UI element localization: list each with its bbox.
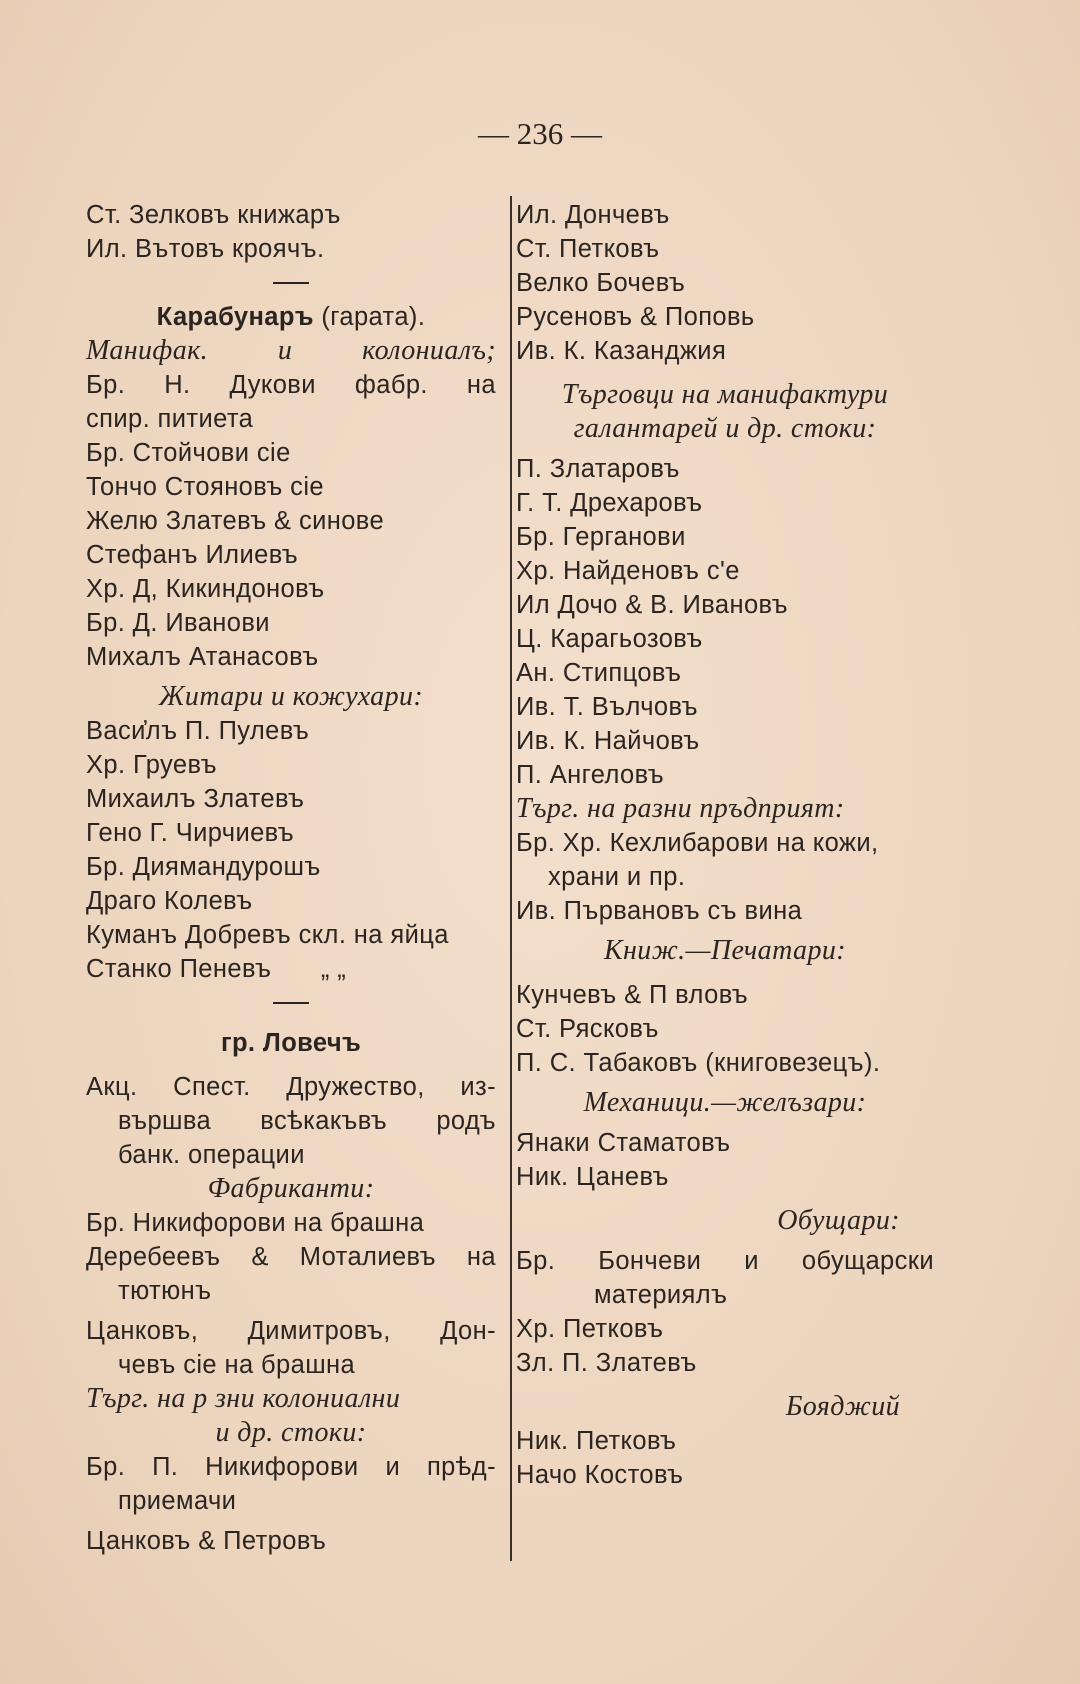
entry: Хр. Груевъ: [86, 751, 217, 779]
entry: Тончо Стояновъ сіе: [86, 473, 324, 501]
category-heading: Търг. на р зни колониални: [86, 1383, 401, 1414]
word: Бр.: [516, 1247, 556, 1275]
word: Цанковъ,: [86, 1317, 199, 1345]
entry: Велко Бочевъ: [516, 269, 686, 297]
word: &: [251, 1243, 269, 1271]
town-note: (гарата).: [321, 303, 426, 331]
word: Н.: [164, 371, 191, 399]
entry-continuation: [86, 1104, 496, 1138]
word: Дон-: [440, 1317, 496, 1345]
entry: Ив. К. Казанджия: [516, 337, 727, 365]
entry: Васи҆лъ П. Пулевъ: [86, 717, 310, 745]
word: Димитровъ,: [247, 1317, 391, 1345]
word: П.: [152, 1453, 179, 1481]
entry: Ив. Първановъ съ вина: [516, 897, 803, 925]
entry: [86, 1240, 496, 1274]
entry: [86, 1450, 496, 1484]
entry: [516, 1244, 934, 1278]
entry: Гено Г. Чирчиевъ: [86, 819, 295, 847]
word: и: [744, 1247, 759, 1275]
word: Бр.: [86, 1453, 126, 1481]
entry: Цанковъ & Петровъ: [86, 1527, 327, 1555]
entry: Ил Дочо & В. Ивановъ: [516, 591, 788, 619]
entry: Хр. Д, Кикиндоновъ: [86, 575, 325, 603]
entry: Русеновъ & Поповь: [516, 303, 755, 331]
entry: Ник. Цаневъ: [516, 1163, 669, 1191]
word: прѣд-: [426, 1453, 496, 1481]
entry-continuation: приемачи: [118, 1487, 237, 1515]
entry: Бр. Стойчови сіе: [86, 439, 291, 467]
entry: Бр. Диямандурошъ: [86, 853, 321, 881]
entry: Бр. Д. Иванови: [86, 609, 270, 637]
entry: Михаилъ Златевъ: [86, 785, 305, 813]
entry: Бр. Никифорови на брашна: [86, 1209, 425, 1237]
entry-name: Станко Пеневъ: [86, 955, 272, 983]
entry: Ц. Карагьозовъ: [516, 625, 703, 653]
word: Манифак.: [86, 335, 208, 366]
column-divider: [510, 196, 512, 1561]
entry: Ст. Рясковъ: [516, 1015, 659, 1043]
entry: [86, 1070, 496, 1104]
entry: Кунчевъ & П вловъ: [516, 981, 749, 1009]
category-heading: Бояджий: [785, 1391, 900, 1422]
word: фабр.: [354, 371, 428, 399]
word: Дукови: [229, 371, 316, 399]
word: колониалъ;: [362, 335, 496, 366]
category-heading: Фабриканти:: [207, 1173, 375, 1204]
category-heading: Механици.—желъзари:: [583, 1087, 867, 1118]
word: Никифорови: [205, 1453, 359, 1481]
entry: Ив. Т. Вълчовъ: [516, 693, 698, 721]
category-heading: галантарей и др. стоки:: [573, 413, 877, 444]
entry-continuation: тютюнъ: [118, 1277, 212, 1305]
entry: П. С. Табаковъ (книговезецъ).: [516, 1049, 881, 1077]
entry: [86, 1314, 496, 1348]
word: Моталиевъ: [299, 1243, 436, 1271]
left-column: [86, 198, 496, 1558]
category-heading: Търг. на разни пръдприят:: [516, 793, 845, 824]
section-heading-lovech: гр. Ловечъ: [220, 1029, 362, 1057]
word: вършва: [118, 1107, 212, 1135]
entry: Стефанъ Илиевъ: [86, 541, 299, 569]
entry-continuation: банк. операции: [118, 1141, 305, 1169]
entry: Зл. П. Златевъ: [516, 1349, 697, 1377]
entry-continuation: чевъ сіе на брашна: [118, 1351, 356, 1379]
entry: Драго Колевъ: [86, 887, 253, 915]
entry: Бр. Герганови: [516, 523, 686, 551]
entry: П. Ангеловъ: [516, 761, 665, 789]
word: на: [466, 371, 496, 399]
entry: Ст. Петковъ: [516, 235, 660, 263]
word: из-: [460, 1073, 496, 1101]
section-separator: [86, 266, 496, 300]
page-number: — 236 —: [478, 116, 602, 151]
entry: Начо Костовъ: [516, 1461, 684, 1489]
word: Спест.: [173, 1073, 251, 1101]
ditto-marks: „ „: [320, 955, 347, 983]
category-heading: и др. стоки:: [215, 1417, 367, 1448]
word: всѣкакъвъ: [260, 1107, 388, 1135]
entry-continuation: материялъ: [594, 1281, 728, 1309]
word: родъ: [436, 1107, 496, 1135]
entry: Хр. Петковъ: [516, 1315, 664, 1343]
entry: [86, 368, 496, 402]
entry: Михалъ Атанасовъ: [86, 643, 319, 671]
section-separator: [86, 986, 496, 1020]
entry: Г. Т. Дрехаровъ: [516, 489, 703, 517]
entry: Ив. К. Найчовъ: [516, 727, 700, 755]
category-heading: Книж.—Печатари:: [604, 935, 846, 966]
word: Бончеви: [598, 1247, 702, 1275]
category-heading: Житари и кожухари:: [158, 681, 424, 712]
word: и: [385, 1453, 401, 1481]
entry: Ник. Петковъ: [516, 1427, 677, 1455]
entry: Янаки Стаматовъ: [516, 1129, 731, 1157]
category-heading: Търговци на манифактури: [561, 379, 889, 410]
word: обущарски: [801, 1247, 934, 1275]
word: Дружество,: [286, 1073, 425, 1101]
word: и: [277, 335, 293, 366]
word: Бр.: [86, 371, 126, 399]
entry: Ил. Дончевъ: [516, 201, 670, 229]
town-name: Карабунаръ: [156, 303, 314, 331]
section-heading-karabunar: [86, 300, 496, 334]
entry: П. Златаровъ: [516, 455, 680, 483]
word: Акц.: [86, 1073, 138, 1101]
word: на: [466, 1243, 496, 1271]
entry-continuation: храни и пр.: [548, 863, 686, 891]
entry: Ст. Зелковъ книжаръ: [86, 201, 341, 229]
entry: Куманъ Добревъ скл. на яйца: [86, 921, 449, 949]
entry: Желю Златевъ & синове: [86, 507, 385, 535]
entry: Ил. Вътовъ кроячъ.: [86, 235, 325, 263]
word: Деребеевъ: [86, 1243, 221, 1271]
entry: Хр. Найденовъ с'е: [516, 557, 740, 585]
entry-continuation: спир. питиета: [86, 405, 254, 433]
entry: Ан. Стипцовъ: [516, 659, 682, 687]
right-column: [516, 198, 934, 1492]
entry: Бр. Хр. Кехлибарови на кожи,: [516, 829, 879, 857]
category-heading: Обущари:: [777, 1205, 900, 1236]
entry: [86, 952, 496, 986]
category-heading: [86, 334, 496, 368]
